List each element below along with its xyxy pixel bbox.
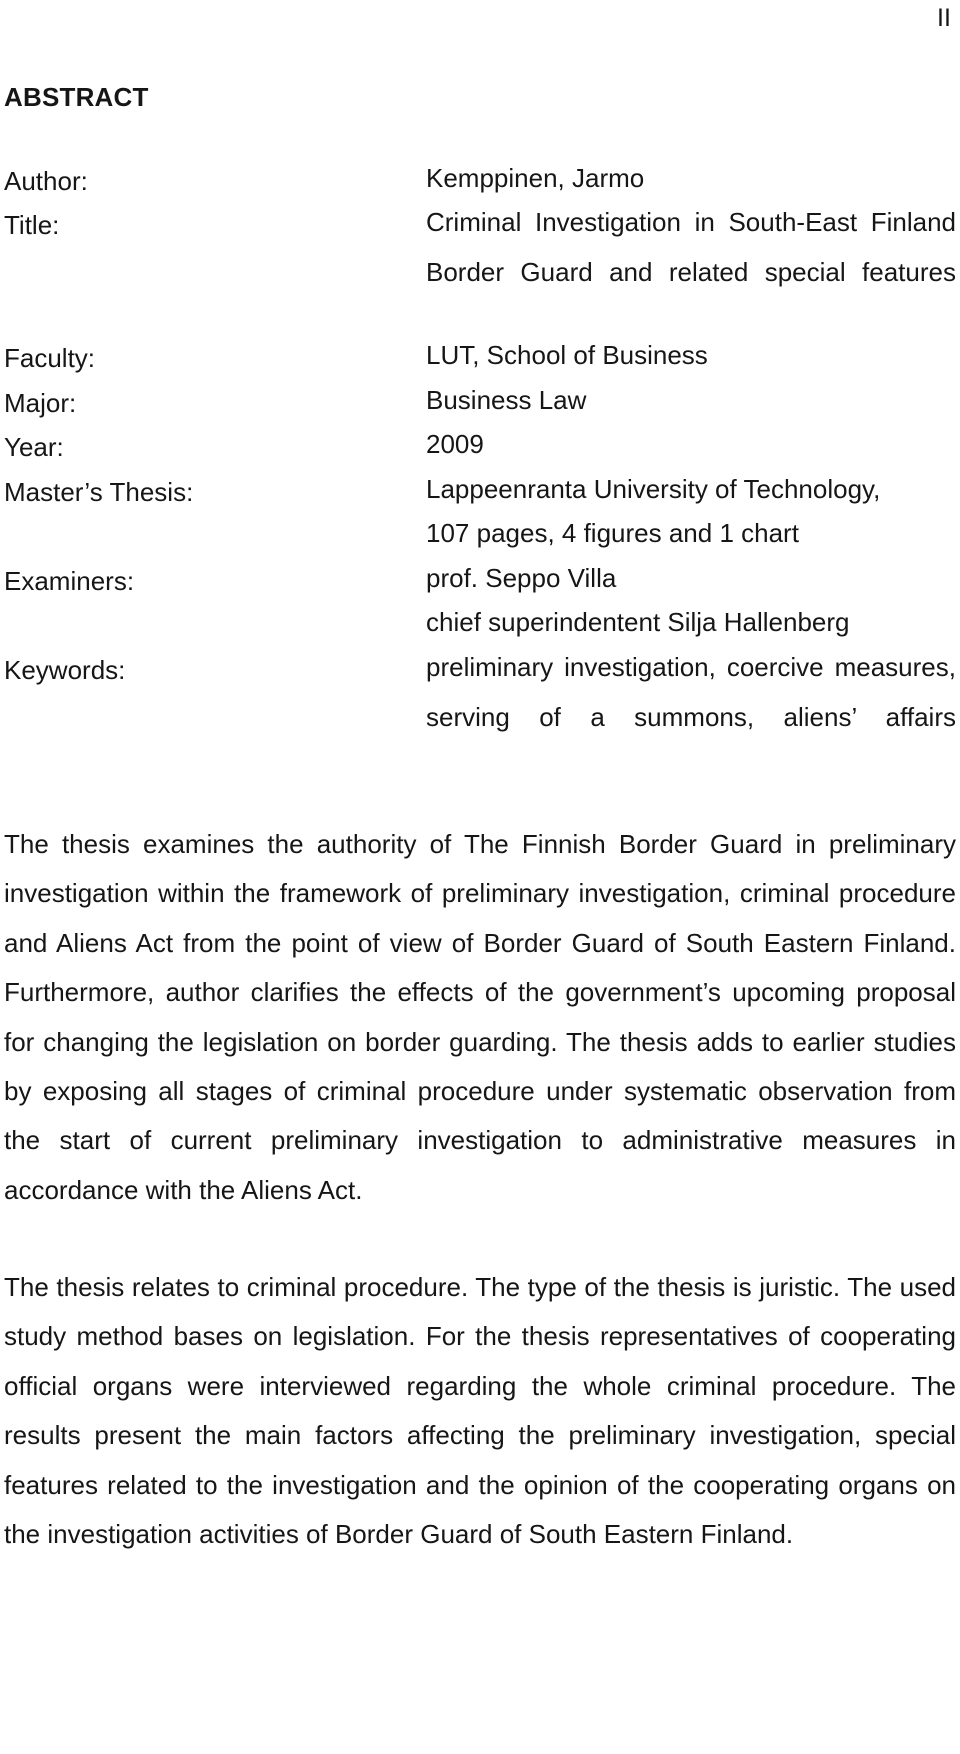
examiner-1: prof. Seppo Villa [426, 563, 617, 593]
year-label: Year: [4, 432, 64, 462]
year-value: 2009 [426, 429, 484, 459]
author-label: Author: [4, 166, 88, 196]
major-value: Business Law [426, 385, 587, 415]
page-number: II [937, 4, 951, 32]
keywords-label: Keywords: [4, 655, 126, 685]
title-value: Criminal Investigation in South-East Finland Border Guard and related special features [426, 207, 956, 287]
examiners-label: Examiners: [4, 566, 135, 596]
abstract-paragraph-2: The thesis relates to criminal procedure. The type of the thesis is juristic. The used study method bases on legislation. For the thesis representatives of cooperating official organs were interviewed regarding the whole criminal procedure. The results present the main factors affecting the preliminary investigation, special features related to the investigation and the opinion of the cooperating organs on the investigation activities of Border Guard of South Eastern Finland. [4, 1272, 956, 1550]
examiner-2: chief superindentent Silja Hallenberg [426, 607, 850, 637]
faculty-value: LUT, School of Business [426, 340, 708, 370]
abstract-paragraph-1: The thesis examines the authority of The Finnish Border Guard in preliminary investigation within the framework of preliminary investigation, criminal procedure and Aliens Act from the point of view of Border Guard of South Eastern Finland. Furthermore, author clarifies the effects of the government’s upcoming proposal for changing the legislation on border guarding. The thesis adds to earlier studies by exposing all stages of criminal procedure under systematic observation from the start of current preliminary investigation to administrative measures in accordance with the Aliens Act. [4, 829, 956, 1205]
author-value: Kemppinen, Jarmo [426, 163, 645, 193]
abstract-heading: ABSTRACT [4, 82, 149, 112]
title-label: Title: [4, 210, 60, 240]
thesis-value-line1: Lappeenranta University of Technology, [426, 474, 881, 504]
thesis-label: Master’s Thesis: [4, 477, 194, 507]
faculty-label: Faculty: [4, 343, 96, 373]
keywords-value: preliminary investigation, coercive measures, serving of a summons, aliens’ affairs [426, 652, 956, 732]
major-label: Major: [4, 388, 77, 418]
thesis-value-line2: 107 pages, 4 figures and 1 chart [426, 518, 799, 548]
